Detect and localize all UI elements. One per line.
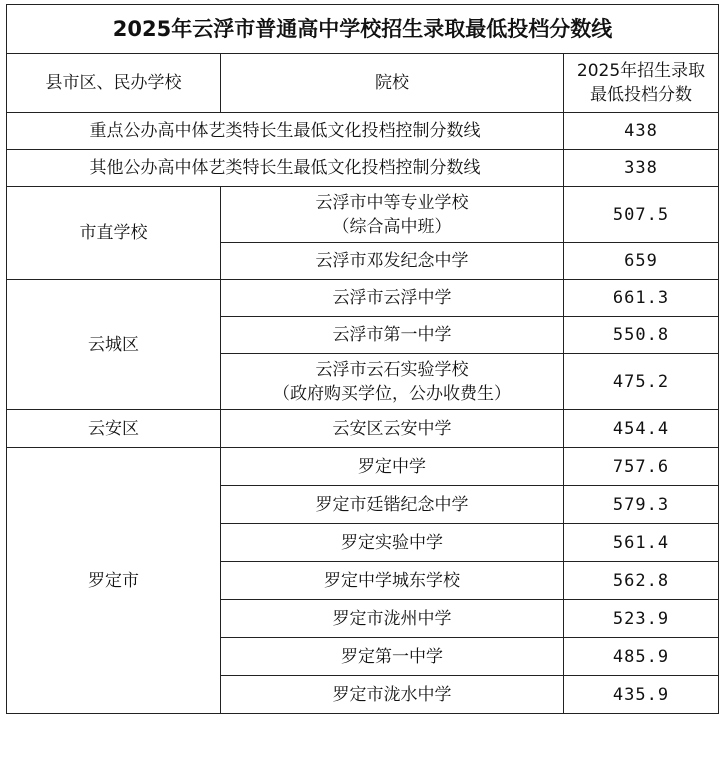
- school-name: [221, 187, 564, 243]
- district-name: 市直学校: [7, 187, 221, 280]
- school-name: [221, 354, 564, 410]
- district-name: 罗定市: [7, 448, 221, 714]
- header-school: 院校: [221, 54, 564, 113]
- school-name: 罗定市泷水中学: [221, 676, 564, 714]
- school-score: 550.8: [564, 317, 719, 354]
- district-name: 云安区: [7, 410, 221, 448]
- header-score: [564, 54, 719, 113]
- school-name-line1: 云浮市中等专业学校: [315, 192, 469, 213]
- district-name: 云城区: [7, 280, 221, 410]
- school-score: 561.4: [564, 524, 719, 562]
- special-row-score: 438: [564, 113, 719, 150]
- school-score: 485.9: [564, 638, 719, 676]
- school-name: 云安区云安中学: [221, 410, 564, 448]
- school-name: 云浮市云浮中学: [221, 280, 564, 317]
- header-district: 县市区、民办学校: [7, 54, 221, 113]
- school-score: 757.6: [564, 448, 719, 486]
- school-name: 罗定实验中学: [221, 524, 564, 562]
- school-score: 659: [564, 243, 719, 280]
- school-name-line2: （综合高中班）: [332, 216, 452, 237]
- school-name-line1: 云浮市云石实验学校: [315, 359, 469, 380]
- school-score: 661.3: [564, 280, 719, 317]
- header-score-line1: 2025年招生录取: [576, 61, 706, 81]
- school-score: 579.3: [564, 486, 719, 524]
- school-score: 475.2: [564, 354, 719, 410]
- special-row-label: 重点公办高中体艺类特长生最低文化投档控制分数线: [7, 113, 564, 150]
- special-row-label: 其他公办高中体艺类特长生最低文化投档控制分数线: [7, 150, 564, 187]
- school-name: 罗定市泷州中学: [221, 600, 564, 638]
- school-score: 523.9: [564, 600, 719, 638]
- school-name: 罗定中学: [221, 448, 564, 486]
- school-score: 507.5: [564, 187, 719, 243]
- school-score: 562.8: [564, 562, 719, 600]
- school-name: 云浮市邓发纪念中学: [221, 243, 564, 280]
- school-name: 云浮市第一中学: [221, 317, 564, 354]
- special-row-score: 338: [564, 150, 719, 187]
- school-name: 罗定市廷锴纪念中学: [221, 486, 564, 524]
- table-title: 2025年云浮市普通高中学校招生录取最低投档分数线: [7, 5, 719, 54]
- admission-score-table: [6, 4, 719, 714]
- school-name-line2: （政府购买学位，公办收费生）: [273, 383, 511, 404]
- header-score-line2: 最低投档分数: [590, 85, 692, 105]
- school-name: 罗定中学城东学校: [221, 562, 564, 600]
- school-score: 454.4: [564, 410, 719, 448]
- school-score: 435.9: [564, 676, 719, 714]
- school-name: 罗定第一中学: [221, 638, 564, 676]
